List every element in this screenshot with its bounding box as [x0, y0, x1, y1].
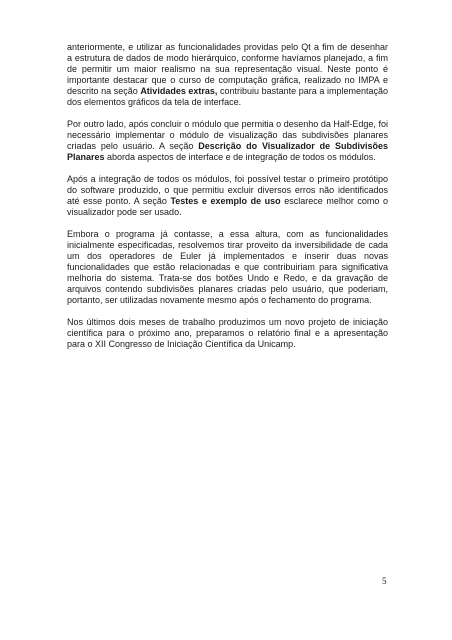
text-run: esclarece melhor como o visualizador pode ser usado.: [67, 196, 389, 218]
section-reference: Atividades extras,: [140, 86, 218, 97]
text-run: anteriormente, e utilizar as funcionalidades providas pelo Qt a fim de desenhar a estrutura de dados de modo hierárquico, conforme havíamos planejado, a fim de permitir um maior realismo na sua representação visual. Neste ponto é importante destacar que o curso de computação gráfica, realizado no IMPA e descrito na seção: [67, 42, 388, 97]
section-reference: Testes e exemplo de uso: [170, 196, 281, 207]
text-run: Embora o programa já contasse, a essa altura, com as funcionalidades inicialmente especificadas, resolvemos tirar proveito da inversibilidade de cada um dos operadores de Euler já implementados e inserir duas novas funcionalidades que estão relacionadas e que contribuiriam para significativa melhoria do sistema. Trata-se dos botões Undo e Redo, e da gravação de arquivos contendo subdivisões planares criadas pelo usuário, que poderiam, portanto, ser utilizadas novamente mesmo após o fechamento do programa.: [67, 228, 388, 306]
paragraph: [67, 174, 388, 218]
paragraph: [67, 119, 388, 163]
text-run: Nos últimos dois meses de trabalho produzimos um novo projeto de iniciação científica para o próximo ano, preparamos o relatório final e a apresentação para o XII Congresso de Iniciação Científica da Unicamp.: [67, 316, 388, 350]
body-text: [67, 42, 388, 361]
section-reference: Descrição do Visualizador de Subdivisões Planares: [67, 141, 389, 163]
text-run: Após a integração de todos os módulos, foi possível testar o primeiro protótipo do software produzido, o que permitiu excluir diversos erros não identificados até esse ponto. A seção: [67, 173, 388, 207]
page-number: 5: [382, 576, 387, 586]
paragraph: [67, 229, 388, 307]
paragraph: [67, 317, 388, 350]
text-run: Por outro lado, após concluir o módulo que permitia o desenho da Half-Edge, foi necessário implementar o módulo de visualização das subdivisões planares criadas pelo usuário. A seção: [67, 119, 388, 152]
text-run: contribuiu bastante para a implementação dos elementos gráficos da tela de interface.: [67, 86, 388, 108]
text-run: aborda aspectos de interface e de integração de todos os módulos.: [104, 152, 376, 163]
paragraph: [67, 42, 388, 109]
